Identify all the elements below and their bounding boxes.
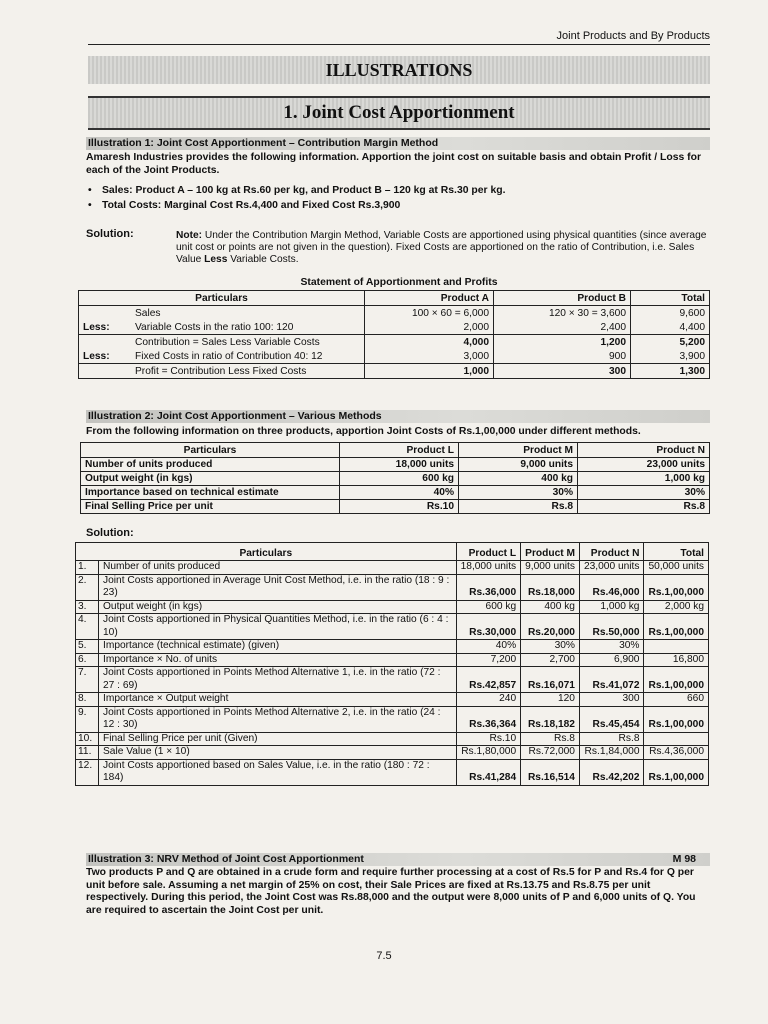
illustration-1-intro: Amaresh Industries provides the following information. Apportion the joint cost on suitable basis and obtain Profit / Loss for each of the Joint Products. [86, 152, 702, 176]
table-row [76, 732, 709, 746]
row-label: Final Selling Price per unit [81, 500, 340, 514]
row-description: Joint Costs apportioned in Points Method Alternative 1, i.e. in the ratio (72 : 27 : 69) [99, 667, 457, 693]
illustration-1-heading: Illustration 1: Joint Cost Apportionment – Contribution Margin Method [86, 137, 710, 150]
cell-product-m: Rs.16,514 [521, 759, 580, 785]
solution-label-1: Solution: [86, 228, 134, 240]
cell-product-a: 4,000 [365, 335, 494, 350]
cell-product-a: 2,000 [365, 320, 494, 335]
table-row [76, 600, 709, 614]
table-row [76, 653, 709, 667]
row-number: 3. [76, 600, 99, 614]
table-row [76, 706, 709, 732]
header-product-n: Product N [579, 543, 644, 561]
solution-note [176, 230, 710, 266]
cell-product-m: Rs.8 [459, 500, 578, 514]
header-product-a: Product A [365, 291, 494, 306]
row-number: 6. [76, 653, 99, 667]
cell-product-n: Rs.1,84,000 [579, 746, 644, 760]
header-product-l: Product L [456, 543, 521, 561]
row-label: Fixed Costs in ratio of Contribution 40: 12 [131, 349, 365, 364]
solution-table [75, 542, 709, 786]
cell-product-m: 400 kg [521, 600, 580, 614]
cell-product-l: 18,000 units [340, 458, 459, 472]
cell-total: Rs.1,00,000 [644, 759, 709, 785]
row-description: Number of units produced [99, 561, 457, 575]
header-product-m: Product M [521, 543, 580, 561]
cell-product-l: 40% [456, 640, 521, 654]
header-product-l: Product L [340, 443, 459, 458]
note-label: Note: [176, 230, 203, 241]
cell-product-m: 2,700 [521, 653, 580, 667]
cell-product-n: 6,900 [579, 653, 644, 667]
cell-total: Rs.1,00,000 [644, 614, 709, 640]
cell-product-l: Rs.42,857 [456, 667, 521, 693]
cell-product-l: 240 [456, 693, 521, 707]
solution-label-2: Solution: [86, 527, 134, 539]
table-row [76, 574, 709, 600]
section-banner-illustrations: ILLUSTRATIONS [88, 56, 710, 84]
cell-product-m: Rs.20,000 [521, 614, 580, 640]
cell-product-n: Rs.50,000 [579, 614, 644, 640]
page-number: 7.5 [376, 950, 392, 962]
cell-product-b: 900 [494, 349, 631, 364]
cell-product-n: 23,000 units [579, 561, 644, 575]
note-text: Under the Contribution Margin Method, Variable Costs are apportioned using physical quantities (since average unit cost or points are not given in the question). Fixed Costs are apportioned on the ratio of Contribution, i.e. Sales Value [176, 230, 707, 265]
cell-product-l: Rs.10 [456, 732, 521, 746]
cell-product-n: 1,000 kg [578, 472, 710, 486]
header-particulars: Particulars [76, 543, 457, 561]
cell-product-n: Rs.42,202 [579, 759, 644, 785]
cell-product-a: 3,000 [365, 349, 494, 364]
cell-product-n: 30% [578, 486, 710, 500]
cell-total: Rs.1,00,000 [644, 667, 709, 693]
row-number: 4. [76, 614, 99, 640]
table-row [81, 500, 710, 514]
cell-total: Rs.1,00,000 [644, 706, 709, 732]
cell-total: 50,000 units [644, 561, 709, 575]
table-row [79, 364, 710, 379]
row-number: 2. [76, 574, 99, 600]
row-number: 12. [76, 759, 99, 785]
header-particulars: Particulars [79, 291, 365, 306]
cell-product-m: Rs.18,000 [521, 574, 580, 600]
row-number: 9. [76, 706, 99, 732]
cell-total: 16,800 [644, 653, 709, 667]
table-row [81, 486, 710, 500]
row-prefix [79, 364, 132, 379]
cell-product-n: Rs.41,072 [579, 667, 644, 693]
cell-product-l: 600 kg [456, 600, 521, 614]
cell-product-m: Rs.16,071 [521, 667, 580, 693]
bullet-total-costs: • Total Costs: Marginal Cost Rs.4,400 and Fixed Cost Rs.3,900 [88, 198, 708, 213]
row-label: Output weight (in kgs) [81, 472, 340, 486]
illustration-3-heading [86, 853, 710, 866]
bullet-sales: • Sales: Product A – 100 kg at Rs.60 per kg, and Product B – 120 kg at Rs.30 per kg. [88, 183, 708, 198]
row-number: 10. [76, 732, 99, 746]
table-header-row [79, 291, 710, 306]
row-description: Joint Costs apportioned based on Sales Value, i.e. in the ratio (180 : 72 : 184) [99, 759, 457, 785]
cell-product-m: 30% [459, 486, 578, 500]
cell-total: 5,200 [631, 335, 710, 350]
cell-product-m: Rs.18,182 [521, 706, 580, 732]
row-label: Number of units produced [81, 458, 340, 472]
cell-total: 3,900 [631, 349, 710, 364]
table-row [76, 640, 709, 654]
cell-product-m: 120 [521, 693, 580, 707]
illustration-2-heading: Illustration 2: Joint Cost Apportionment – Various Methods [86, 410, 710, 423]
cell-total: 9,600 [631, 306, 710, 321]
cell-product-l: 600 kg [340, 472, 459, 486]
table-row [81, 472, 710, 486]
row-prefix [79, 335, 132, 350]
cell-product-m: Rs.8 [521, 732, 580, 746]
header-total: Total [631, 291, 710, 306]
cell-product-l: 7,200 [456, 653, 521, 667]
cell-product-n: Rs.46,000 [579, 574, 644, 600]
cell-product-l: Rs.36,364 [456, 706, 521, 732]
cell-product-n: 300 [579, 693, 644, 707]
header-product-m: Product M [459, 443, 578, 458]
cell-product-m: 9,000 units [459, 458, 578, 472]
cell-product-n: Rs.8 [579, 732, 644, 746]
row-label: Contribution = Sales Less Variable Costs [131, 335, 365, 350]
row-description: Importance × No. of units [99, 653, 457, 667]
cell-total [644, 732, 709, 746]
illustration-3-text: Two products P and Q are obtained in a crude form and require further processing at a cost of Rs.5 for P and Rs.4 for Q per unit before sale. Assuming a net margin of 25% on cost, their Sale Prices are fixed at Rs.13.75 and Rs.8.75 per unit respectively. During this period, the Joint Cost was Rs.88,000 and the output were 8,000 units of P and 6,000 units of Q. You are required to ascertain the Joint Cost per unit. [86, 867, 696, 916]
cell-product-n: Rs.8 [578, 500, 710, 514]
cell-total: Rs.1,00,000 [644, 574, 709, 600]
cell-total: Rs.4,36,000 [644, 746, 709, 760]
cell-product-n: 1,000 kg [579, 600, 644, 614]
table-row [79, 320, 710, 335]
cell-total: 1,300 [631, 364, 710, 379]
row-description: Joint Costs apportioned in Physical Quantities Method, i.e. in the ratio (6 : 4 : 10) [99, 614, 457, 640]
cell-product-l: Rs.10 [340, 500, 459, 514]
row-description: Importance × Output weight [99, 693, 457, 707]
cell-product-m: Rs.72,000 [521, 746, 580, 760]
header-product-b: Product B [494, 291, 631, 306]
illustration-1-bullets [88, 183, 708, 213]
running-head: Joint Products and By Products [88, 30, 710, 45]
header-product-n: Product N [578, 443, 710, 458]
cell-product-l: 40% [340, 486, 459, 500]
table-row [79, 349, 710, 364]
row-number: 1. [76, 561, 99, 575]
row-prefix: Less: [79, 349, 132, 364]
cell-product-b: 120 × 30 = 3,600 [494, 306, 631, 321]
row-description: Joint Costs apportioned in Average Unit Cost Method, i.e. in the ratio (18 : 9 : 23) [99, 574, 457, 600]
cell-product-b: 300 [494, 364, 631, 379]
cell-product-b: 1,200 [494, 335, 631, 350]
table-row [79, 335, 710, 350]
cell-product-n: Rs.45,454 [579, 706, 644, 732]
exam-tag: M 98 [672, 853, 696, 865]
table-row [79, 306, 710, 321]
row-label: Importance based on technical estimate [81, 486, 340, 500]
cell-product-l: Rs.41,284 [456, 759, 521, 785]
table-header-row [81, 443, 710, 458]
row-description: Joint Costs apportioned in Points Method Alternative 2, i.e. in the ratio (24 : 12 : 30) [99, 706, 457, 732]
row-description: Importance (technical estimate) (given) [99, 640, 457, 654]
row-number: 8. [76, 693, 99, 707]
row-label: Profit = Contribution Less Fixed Costs [131, 364, 365, 379]
table-row [76, 614, 709, 640]
header-total: Total [644, 543, 709, 561]
table-row [76, 759, 709, 785]
cell-product-n: 30% [579, 640, 644, 654]
cell-total [644, 640, 709, 654]
header-particulars: Particulars [81, 443, 340, 458]
row-description: Final Selling Price per unit (Given) [99, 732, 457, 746]
table-caption: Statement of Apportionment and Profits [300, 277, 498, 288]
cell-product-l: Rs.36,000 [456, 574, 521, 600]
row-description: Output weight (in kgs) [99, 600, 457, 614]
row-description: Sale Value (1 × 10) [99, 746, 457, 760]
table-row [81, 458, 710, 472]
cell-product-l: 18,000 units [456, 561, 521, 575]
note-end: Variable Costs. [227, 254, 299, 265]
row-number: 7. [76, 667, 99, 693]
product-data-table [80, 442, 710, 514]
cell-product-b: 2,400 [494, 320, 631, 335]
table-row [76, 561, 709, 575]
cell-product-l: Rs.30,000 [456, 614, 521, 640]
illustration-3-title: Illustration 3: NRV Method of Joint Cost Apportionment [88, 853, 364, 865]
cell-product-n: 23,000 units [578, 458, 710, 472]
cell-product-l: Rs.1,80,000 [456, 746, 521, 760]
table-row [76, 746, 709, 760]
row-number: 11. [76, 746, 99, 760]
row-number: 5. [76, 640, 99, 654]
row-label: Sales [131, 306, 365, 321]
table-header-row [76, 543, 709, 561]
apportionment-table [78, 290, 710, 379]
table-row [76, 693, 709, 707]
illustration-2-intro: From the following information on three products, apportion Joint Costs of Rs.1,00,000 under different methods. [86, 426, 641, 437]
section-banner-joint-cost: 1. Joint Cost Apportionment [88, 96, 710, 130]
note-less: Less [204, 254, 228, 265]
cell-product-m: 9,000 units [521, 561, 580, 575]
cell-total: 660 [644, 693, 709, 707]
cell-product-a: 100 × 60 = 6,000 [365, 306, 494, 321]
cell-total: 2,000 kg [644, 600, 709, 614]
cell-total: 4,400 [631, 320, 710, 335]
row-label: Variable Costs in the ratio 100: 120 [131, 320, 365, 335]
solution-table-body [76, 561, 709, 786]
cell-product-m: 400 kg [459, 472, 578, 486]
table-row [76, 667, 709, 693]
cell-product-a: 1,000 [365, 364, 494, 379]
row-prefix: Less: [79, 320, 132, 335]
row-prefix [79, 306, 132, 321]
cell-product-m: 30% [521, 640, 580, 654]
